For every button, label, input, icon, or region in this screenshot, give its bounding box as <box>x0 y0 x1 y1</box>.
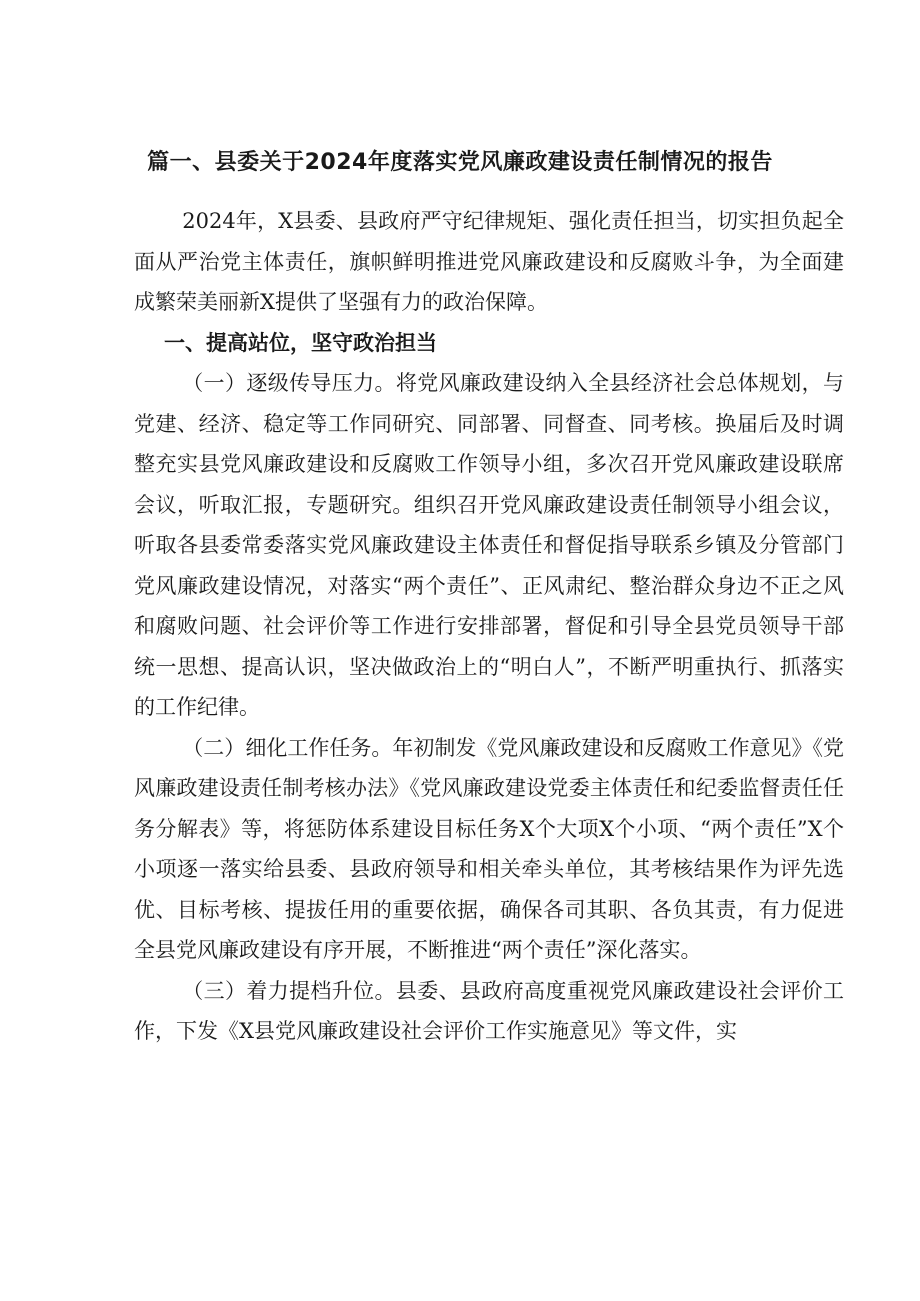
document-body <box>134 201 844 1052</box>
intro-paragraph: 2024年，X县委、县政府严守纪律规矩、强化责任担当，切实担负起全面从严治党主体责任，旗帜鲜明推进党风廉政建设和反腐败斗争，为全面建成繁荣美丽新X提供了坚强有力的政治保障。 <box>134 209 844 314</box>
section-heading: 一、提高站位，坚守政治担当 <box>164 330 437 355</box>
paragraph-1: （一）逐级传导压力。将党风廉政建设纳入全县经济社会总体规划，与党建、经济、稳定等工作同研究、同部署、同督查、同考核。换届后及时调整充实县党风廉政建设和反腐败工作领导小组，多次召开党风廉政建设联席会议，听取汇报，专题研究。组织召开党风廉政建设责任制领导小组会议，听取各县委常委落实党风廉政建设主体责任和督促指导联系乡镇及分管部门党风廉政建设情况，对落实“两个责任”、正风肃纪、整治群众身边不正之风和腐败问题、社会评价等工作进行安排部署，督促和引导全县党员领导干部统一思想、提高认识，坚决做政治上的“明白人”，不断严明重执行、抓落实的工作纪律。 <box>134 371 844 719</box>
document-title: 篇一、县委关于2024年度落实党风廉政建设责任制情况的报告 <box>147 150 773 175</box>
paragraph-2: （二）细化工作任务。年初制发《党风廉政建设和反腐败工作意见》《党风廉政建设责任制考核办法》《党风廉政建设党委主体责任和纪委监督责任任务分解表》等，将惩防体系建设目标任务X个大项X个小项、“两个责任”X个小项逐一落实给县委、县政府领导和相关牵头单位，其考核结果作为评先选优、目标考核、提拔任用的重要依据，确保各司其职、各负其责，有力促进全县党风廉政建设有序开展，不断推进“两个责任”深化落实。 <box>134 735 844 962</box>
paragraph-3: （三）着力提档升位。县委、县政府高度重视党风廉政建设社会评价工作，下发《X县党风廉政建设社会评价工作实施意见》等文件，实 <box>134 978 844 1043</box>
